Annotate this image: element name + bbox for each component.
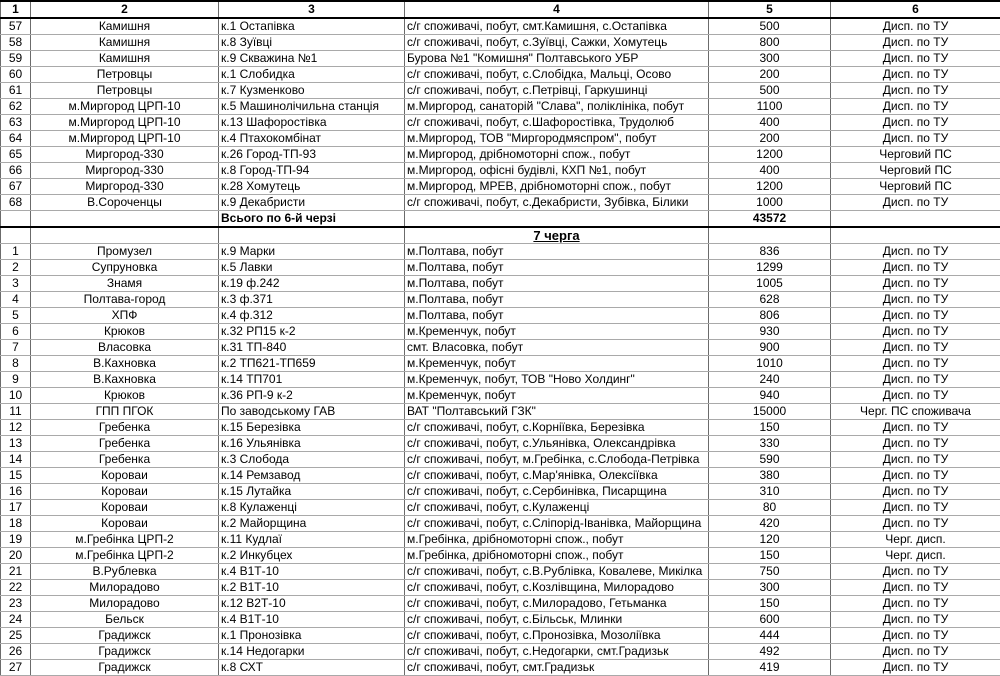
- feeder-cell: к.15 Лутайка: [219, 484, 405, 500]
- substation-cell: Бельск: [31, 612, 219, 628]
- table-row: [1, 468, 1000, 484]
- substation-cell: м.Миргород ЦРП-10: [31, 131, 219, 147]
- substation-cell: м.Гребінка ЦРП-2: [31, 532, 219, 548]
- load-kw-cell: 492: [709, 644, 831, 660]
- row-number-cell: 20: [1, 548, 31, 564]
- responsible-cell: Черговий ПС: [831, 163, 1000, 179]
- table-row: [1, 35, 1000, 51]
- table-row: [1, 564, 1000, 580]
- queue6-total-label: Всього по 6-й черзі: [219, 211, 405, 228]
- substation-cell: В.Кахновка: [31, 372, 219, 388]
- table-row: [1, 516, 1000, 532]
- load-kw-cell: 1000: [709, 195, 831, 211]
- feeder-cell: к.4 В1Т-10: [219, 612, 405, 628]
- responsible-cell: Дисп. по ТУ: [831, 468, 1000, 484]
- consumers-cell: м.Полтава, побут: [405, 276, 709, 292]
- feeder-cell: к.8 СХТ: [219, 660, 405, 676]
- substation-cell: ХПФ: [31, 308, 219, 324]
- table-row: [1, 67, 1000, 83]
- section-cell-empty: [709, 227, 831, 244]
- row-number-cell: 16: [1, 484, 31, 500]
- table-row: [1, 356, 1000, 372]
- table-row: [1, 388, 1000, 404]
- substation-cell: Миргород-330: [31, 179, 219, 195]
- responsible-cell: Дисп. по ТУ: [831, 51, 1000, 67]
- row-number-cell: 62: [1, 99, 31, 115]
- load-kw-cell: 419: [709, 660, 831, 676]
- table-row: [1, 324, 1000, 340]
- table-row: [1, 51, 1000, 67]
- row-number-cell: 6: [1, 324, 31, 340]
- substation-cell: Петровцы: [31, 67, 219, 83]
- load-kw-cell: 590: [709, 452, 831, 468]
- consumers-cell: с/г споживачі, побут, с.Більськ, Млинки: [405, 612, 709, 628]
- total-cell-empty: [1, 211, 31, 228]
- consumers-cell: с/г споживачі, побут, с.Декабристи, Зубівка, Білики: [405, 195, 709, 211]
- consumers-cell: с/г споживачі, побут, с.Корніївка, Березівка: [405, 420, 709, 436]
- responsible-cell: Дисп. по ТУ: [831, 452, 1000, 468]
- table-row: [1, 131, 1000, 147]
- feeder-cell: к.19 ф.242: [219, 276, 405, 292]
- row-number-cell: 24: [1, 612, 31, 628]
- consumers-cell: с/г споживачі, побут, с.Зуївці, Сажки, Хомутець: [405, 35, 709, 51]
- feeder-cell: к.28 Хомутець: [219, 179, 405, 195]
- consumers-cell: с/г споживачі, побут, с.Козлівщина, Милорадово: [405, 580, 709, 596]
- feeder-cell: к.2 ТП621-ТП659: [219, 356, 405, 372]
- responsible-cell: Дисп. по ТУ: [831, 340, 1000, 356]
- queue7-section-row: [1, 227, 1000, 244]
- load-kw-cell: 150: [709, 548, 831, 564]
- row-number-cell: 59: [1, 51, 31, 67]
- load-kw-cell: 1010: [709, 356, 831, 372]
- table-row: [1, 99, 1000, 115]
- table-row: [1, 276, 1000, 292]
- feeder-cell: к.4 Птахокомбінат: [219, 131, 405, 147]
- row-number-cell: 68: [1, 195, 31, 211]
- responsible-cell: Дисп. по ТУ: [831, 484, 1000, 500]
- responsible-cell: Дисп. по ТУ: [831, 35, 1000, 51]
- substation-cell: м.Гребінка ЦРП-2: [31, 548, 219, 564]
- consumers-cell: м.Полтава, побут: [405, 308, 709, 324]
- load-kw-cell: 150: [709, 420, 831, 436]
- consumers-cell: с/г споживачі, побут, смт.Градизьк: [405, 660, 709, 676]
- feeder-cell: к.5 Машинолічильна станція: [219, 99, 405, 115]
- substation-cell: Миргород-330: [31, 147, 219, 163]
- responsible-cell: Дисп. по ТУ: [831, 388, 1000, 404]
- consumers-cell: м.Гребінка, дрібномоторні спож., побут: [405, 548, 709, 564]
- row-number-cell: 58: [1, 35, 31, 51]
- substation-cell: Короваи: [31, 468, 219, 484]
- load-kw-cell: 15000: [709, 404, 831, 420]
- substation-cell: Милорадово: [31, 596, 219, 612]
- consumers-cell: с/г споживачі, побут, с.Ульянівка, Олександрівка: [405, 436, 709, 452]
- header-cell-5: 5: [709, 1, 831, 18]
- column-header-row: [1, 1, 1000, 18]
- table-row: [1, 452, 1000, 468]
- responsible-cell: Дисп. по ТУ: [831, 436, 1000, 452]
- feeder-cell: к.4 В1Т-10: [219, 564, 405, 580]
- load-kw-cell: 940: [709, 388, 831, 404]
- consumers-cell: м.Кременчук, побут: [405, 356, 709, 372]
- row-number-cell: 26: [1, 644, 31, 660]
- header-cell-6: 6: [831, 1, 1000, 18]
- substation-cell: Милорадово: [31, 580, 219, 596]
- load-kw-cell: 300: [709, 51, 831, 67]
- responsible-cell: Черговий ПС: [831, 179, 1000, 195]
- consumers-cell: с/г споживачі, побут, смт.Камишня, с.Остапівка: [405, 18, 709, 35]
- row-number-cell: 17: [1, 500, 31, 516]
- substation-cell: Промузел: [31, 244, 219, 260]
- row-number-cell: 12: [1, 420, 31, 436]
- section-cell-empty: [219, 227, 405, 244]
- load-kw-cell: 600: [709, 612, 831, 628]
- table-row: [1, 340, 1000, 356]
- feeder-cell: к.26 Город-ТП-93: [219, 147, 405, 163]
- row-number-cell: 19: [1, 532, 31, 548]
- row-number-cell: 22: [1, 580, 31, 596]
- load-kw-cell: 150: [709, 596, 831, 612]
- feeder-cell: к.7 Кузменково: [219, 83, 405, 99]
- table-row: [1, 580, 1000, 596]
- table-row: [1, 532, 1000, 548]
- row-number-cell: 2: [1, 260, 31, 276]
- responsible-cell: Дисп. по ТУ: [831, 260, 1000, 276]
- queue6-total-value: 43572: [709, 211, 831, 228]
- substation-cell: Миргород-330: [31, 163, 219, 179]
- feeder-cell: к.1 Слобидка: [219, 67, 405, 83]
- load-kw-cell: 444: [709, 628, 831, 644]
- table-row: [1, 484, 1000, 500]
- feeder-cell: к.14 Недогарки: [219, 644, 405, 660]
- feeder-cell: к.5 Лавки: [219, 260, 405, 276]
- feeder-cell: к.11 Кудлаї: [219, 532, 405, 548]
- total-cell-empty: [31, 211, 219, 228]
- row-number-cell: 15: [1, 468, 31, 484]
- consumers-cell: м.Миргород, санаторій "Слава", поліклініка, побут: [405, 99, 709, 115]
- load-kw-cell: 300: [709, 580, 831, 596]
- table-row: [1, 596, 1000, 612]
- responsible-cell: Дисп. по ТУ: [831, 115, 1000, 131]
- consumers-cell: м.Полтава, побут: [405, 292, 709, 308]
- responsible-cell: Черг. дисп.: [831, 548, 1000, 564]
- feeder-cell: к.2 Майорщина: [219, 516, 405, 532]
- row-number-cell: 9: [1, 372, 31, 388]
- row-number-cell: 67: [1, 179, 31, 195]
- responsible-cell: Черговий ПС: [831, 147, 1000, 163]
- substation-cell: Короваи: [31, 516, 219, 532]
- row-number-cell: 11: [1, 404, 31, 420]
- responsible-cell: Дисп. по ТУ: [831, 67, 1000, 83]
- consumers-cell: м.Миргород, ТОВ "Миргородмяспром", побут: [405, 131, 709, 147]
- table-row: [1, 179, 1000, 195]
- load-kw-cell: 310: [709, 484, 831, 500]
- table-row: [1, 372, 1000, 388]
- row-number-cell: 3: [1, 276, 31, 292]
- feeder-cell: к.1 Пронозівка: [219, 628, 405, 644]
- substation-cell: Короваи: [31, 500, 219, 516]
- feeder-cell: к.14 ТП701: [219, 372, 405, 388]
- substation-cell: м.Миргород ЦРП-10: [31, 115, 219, 131]
- load-kw-cell: 1200: [709, 147, 831, 163]
- load-kw-cell: 836: [709, 244, 831, 260]
- row-number-cell: 23: [1, 596, 31, 612]
- feeder-cell: По заводському ГАВ: [219, 404, 405, 420]
- table-row: [1, 195, 1000, 211]
- substation-cell: Короваи: [31, 484, 219, 500]
- consumers-cell: м.Миргород, МРЕВ, дрібномоторні спож., побут: [405, 179, 709, 195]
- responsible-cell: Дисп. по ТУ: [831, 292, 1000, 308]
- responsible-cell: Дисп. по ТУ: [831, 244, 1000, 260]
- load-kw-cell: 1005: [709, 276, 831, 292]
- feeder-cell: к.2 Инкубцех: [219, 548, 405, 564]
- substation-cell: Градижск: [31, 660, 219, 676]
- consumers-cell: с/г споживачі, побут, с.Недогарки, смт.Градизьк: [405, 644, 709, 660]
- substation-cell: Петровцы: [31, 83, 219, 99]
- substation-cell: Камишня: [31, 18, 219, 35]
- responsible-cell: Дисп. по ТУ: [831, 628, 1000, 644]
- table-row: [1, 436, 1000, 452]
- substation-cell: Знамя: [31, 276, 219, 292]
- header-cell-3: 3: [219, 1, 405, 18]
- responsible-cell: Дисп. по ТУ: [831, 83, 1000, 99]
- feeder-cell: к.8 Город-ТП-94: [219, 163, 405, 179]
- table-row: [1, 660, 1000, 676]
- load-kw-cell: 330: [709, 436, 831, 452]
- substation-cell: Гребенка: [31, 420, 219, 436]
- consumers-cell: Бурова №1 "Комишня" Полтавського УБР: [405, 51, 709, 67]
- consumers-cell: с/г споживачі, побут, с.Сербинівка, Писарщина: [405, 484, 709, 500]
- row-number-cell: 25: [1, 628, 31, 644]
- table-row: [1, 244, 1000, 260]
- substation-cell: Камишня: [31, 51, 219, 67]
- feeder-cell: к.14 Ремзавод: [219, 468, 405, 484]
- responsible-cell: Дисп. по ТУ: [831, 131, 1000, 147]
- row-number-cell: 66: [1, 163, 31, 179]
- responsible-cell: Дисп. по ТУ: [831, 99, 1000, 115]
- load-kw-cell: 1299: [709, 260, 831, 276]
- load-kw-cell: 240: [709, 372, 831, 388]
- feeder-cell: к.8 Кулаженці: [219, 500, 405, 516]
- load-kw-cell: 1100: [709, 99, 831, 115]
- feeder-cell: к.9 Скважина №1: [219, 51, 405, 67]
- queue6-total-row: [1, 211, 1000, 228]
- substation-cell: Камишня: [31, 35, 219, 51]
- responsible-cell: Дисп. по ТУ: [831, 420, 1000, 436]
- substation-cell: Градижск: [31, 644, 219, 660]
- row-number-cell: 60: [1, 67, 31, 83]
- table-row: [1, 260, 1000, 276]
- row-number-cell: 64: [1, 131, 31, 147]
- substation-cell: Власовка: [31, 340, 219, 356]
- responsible-cell: Черг. дисп.: [831, 532, 1000, 548]
- consumers-cell: м.Гребінка, дрібномоторні спож., побут: [405, 532, 709, 548]
- section-cell-empty: [31, 227, 219, 244]
- feeder-cell: к.36 РП-9 к-2: [219, 388, 405, 404]
- consumers-cell: ВАТ "Полтавський ГЗК": [405, 404, 709, 420]
- row-number-cell: 27: [1, 660, 31, 676]
- consumers-cell: м.Полтава, побут: [405, 244, 709, 260]
- feeder-cell: к.32 РП15 к-2: [219, 324, 405, 340]
- load-kw-cell: 200: [709, 131, 831, 147]
- row-number-cell: 4: [1, 292, 31, 308]
- substation-cell: Полтава-город: [31, 292, 219, 308]
- table-row: [1, 292, 1000, 308]
- row-number-cell: 13: [1, 436, 31, 452]
- section-cell-empty: [1, 227, 31, 244]
- feeder-cell: к.8 Зуївці: [219, 35, 405, 51]
- header-cell-1: 1: [1, 1, 31, 18]
- load-kw-cell: 200: [709, 67, 831, 83]
- row-number-cell: 8: [1, 356, 31, 372]
- load-kw-cell: 500: [709, 18, 831, 35]
- row-number-cell: 18: [1, 516, 31, 532]
- responsible-cell: Дисп. по ТУ: [831, 612, 1000, 628]
- consumers-cell: м.Миргород, офісні будівлі, КХП №1, побут: [405, 163, 709, 179]
- substation-cell: Гребенка: [31, 436, 219, 452]
- header-cell-2: 2: [31, 1, 219, 18]
- consumers-cell: с/г споживачі, побут, м.Гребінка, с.Слобода-Петрівка: [405, 452, 709, 468]
- row-number-cell: 21: [1, 564, 31, 580]
- feeder-cell: к.16 Ульянівка: [219, 436, 405, 452]
- substation-cell: Градижск: [31, 628, 219, 644]
- table-row: [1, 18, 1000, 35]
- row-number-cell: 57: [1, 18, 31, 35]
- load-kw-cell: 930: [709, 324, 831, 340]
- table-row: [1, 308, 1000, 324]
- substation-cell: Супруновка: [31, 260, 219, 276]
- load-kw-cell: 80: [709, 500, 831, 516]
- feeder-cell: к.2 В1Т-10: [219, 580, 405, 596]
- table-row: [1, 420, 1000, 436]
- section-cell-empty: [831, 227, 1000, 244]
- consumers-cell: с/г споживачі, побут, с.Милорадово, Гетьманка: [405, 596, 709, 612]
- load-kw-cell: 806: [709, 308, 831, 324]
- row-number-cell: 1: [1, 244, 31, 260]
- consumers-cell: с/г споживачі, побут, с.Мар'янівка, Олексіївка: [405, 468, 709, 484]
- load-kw-cell: 750: [709, 564, 831, 580]
- consumers-cell: м.Миргород, дрібномоторні спож., побут: [405, 147, 709, 163]
- responsible-cell: Дисп. по ТУ: [831, 500, 1000, 516]
- feeder-cell: к.13 Шафоростівка: [219, 115, 405, 131]
- substation-cell: Гребенка: [31, 452, 219, 468]
- row-number-cell: 63: [1, 115, 31, 131]
- consumers-cell: с/г споживачі, побут, с.Кулаженці: [405, 500, 709, 516]
- load-kw-cell: 380: [709, 468, 831, 484]
- feeder-cell: к.3 ф.371: [219, 292, 405, 308]
- consumers-cell: с/г споживачі, побут, с.Пронозівка, Мозоліївка: [405, 628, 709, 644]
- table-row: [1, 628, 1000, 644]
- substation-cell: Крюков: [31, 324, 219, 340]
- consumers-cell: с/г споживачі, побут, с.Сліпорід-Іванівка, Майорщина: [405, 516, 709, 532]
- table-row: [1, 404, 1000, 420]
- substation-cell: В.Рублевка: [31, 564, 219, 580]
- load-kw-cell: 800: [709, 35, 831, 51]
- responsible-cell: Дисп. по ТУ: [831, 660, 1000, 676]
- table-row: [1, 500, 1000, 516]
- consumers-cell: с/г споживачі, побут, с.Слобідка, Мальці, Осово: [405, 67, 709, 83]
- responsible-cell: Дисп. по ТУ: [831, 372, 1000, 388]
- responsible-cell: Черг. ПС споживача: [831, 404, 1000, 420]
- table-row: [1, 163, 1000, 179]
- table-row: [1, 644, 1000, 660]
- total-cell-empty: [405, 211, 709, 228]
- consumers-cell: м.Кременчук, побут: [405, 324, 709, 340]
- consumers-cell: смт. Власовка, побут: [405, 340, 709, 356]
- consumers-cell: с/г споживачі, побут, с.Шафоростівка, Трудолюб: [405, 115, 709, 131]
- feeder-cell: к.15 Березівка: [219, 420, 405, 436]
- load-kw-cell: 420: [709, 516, 831, 532]
- feeder-cell: к.4 ф.312: [219, 308, 405, 324]
- responsible-cell: Дисп. по ТУ: [831, 356, 1000, 372]
- total-cell-empty: [831, 211, 1000, 228]
- load-kw-cell: 400: [709, 115, 831, 131]
- consumers-cell: м.Полтава, побут: [405, 260, 709, 276]
- responsible-cell: Дисп. по ТУ: [831, 324, 1000, 340]
- queue7-section-title: 7 черга: [405, 227, 709, 244]
- feeder-cell: к.31 ТП-840: [219, 340, 405, 356]
- responsible-cell: Дисп. по ТУ: [831, 308, 1000, 324]
- table-row: [1, 548, 1000, 564]
- responsible-cell: Дисп. по ТУ: [831, 18, 1000, 35]
- substation-cell: Крюков: [31, 388, 219, 404]
- responsible-cell: Дисп. по ТУ: [831, 564, 1000, 580]
- row-number-cell: 14: [1, 452, 31, 468]
- substation-cell: В.Сороченцы: [31, 195, 219, 211]
- row-number-cell: 5: [1, 308, 31, 324]
- responsible-cell: Дисп. по ТУ: [831, 644, 1000, 660]
- table-row: [1, 612, 1000, 628]
- consumers-cell: с/г споживачі, побут, с.В.Рублівка, Ковалеве, Микілка: [405, 564, 709, 580]
- consumers-cell: м.Кременчук, побут: [405, 388, 709, 404]
- consumers-cell: с/г споживачі, побут, с.Петрівці, Гаркушинці: [405, 83, 709, 99]
- load-kw-cell: 400: [709, 163, 831, 179]
- header-cell-4: 4: [405, 1, 709, 18]
- responsible-cell: Дисп. по ТУ: [831, 516, 1000, 532]
- feeder-cell: к.9 Марки: [219, 244, 405, 260]
- feeder-cell: к.9 Декабристи: [219, 195, 405, 211]
- load-kw-cell: 900: [709, 340, 831, 356]
- table-row: [1, 83, 1000, 99]
- feeder-cell: к.12 В2Т-10: [219, 596, 405, 612]
- table-row: [1, 115, 1000, 131]
- row-number-cell: 10: [1, 388, 31, 404]
- load-kw-cell: 628: [709, 292, 831, 308]
- substation-cell: В.Кахновка: [31, 356, 219, 372]
- responsible-cell: Дисп. по ТУ: [831, 580, 1000, 596]
- substation-cell: м.Миргород ЦРП-10: [31, 99, 219, 115]
- feeder-cell: к.3 Слобода: [219, 452, 405, 468]
- responsible-cell: Дисп. по ТУ: [831, 276, 1000, 292]
- load-kw-cell: 500: [709, 83, 831, 99]
- load-kw-cell: 120: [709, 532, 831, 548]
- row-number-cell: 61: [1, 83, 31, 99]
- responsible-cell: Дисп. по ТУ: [831, 195, 1000, 211]
- row-number-cell: 7: [1, 340, 31, 356]
- row-number-cell: 65: [1, 147, 31, 163]
- responsible-cell: Дисп. по ТУ: [831, 596, 1000, 612]
- feeder-cell: к.1 Остапівка: [219, 18, 405, 35]
- load-kw-cell: 1200: [709, 179, 831, 195]
- substation-cell: ГПП ПГОК: [31, 404, 219, 420]
- consumers-cell: м.Кременчук, побут, ТОВ "Ново Холдинг": [405, 372, 709, 388]
- table-row: [1, 147, 1000, 163]
